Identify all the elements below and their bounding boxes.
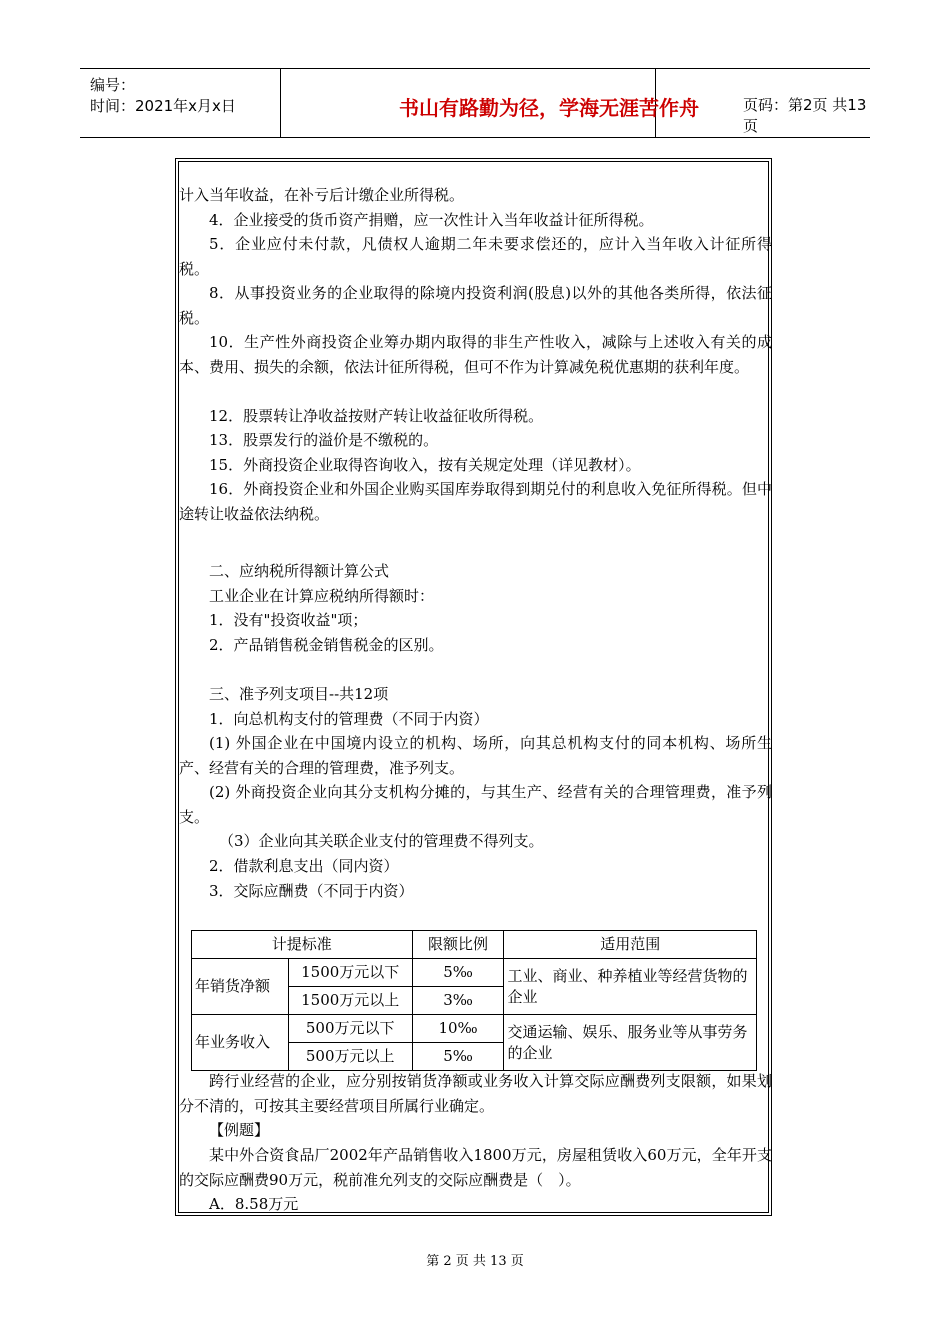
table-cell: 10‰ — [412, 1015, 504, 1043]
entertainment-expense-table — [191, 930, 757, 1071]
table-row — [192, 959, 757, 987]
table-header: 限额比例 — [412, 931, 504, 959]
paragraph: 10．生产性外商投资企业筹办期内取得的非生产性收入，减除与上述收入有关的成本、费用、损失的余额，依法计征所得税，但可不作为计算减免税优惠期的获利年度。 — [179, 333, 772, 376]
paragraph: 工业企业在计算应税纳所得额时： — [209, 587, 435, 605]
paragraph: 15．外商投资企业取得咨询收入，按有关规定处理（详见教材）。 — [209, 456, 641, 474]
table-cell: 500万元以下 — [288, 1015, 412, 1043]
paragraph: 2．借款利息支出（同内资） — [209, 857, 399, 875]
table-header: 适用范围 — [504, 931, 757, 959]
paragraph: 13．股票发行的溢价是不缴税的。 — [209, 431, 439, 449]
paragraph: 计入当年收益，在补亏后计缴企业所得税。 — [179, 186, 465, 204]
page-header — [80, 68, 870, 138]
paragraph: 3．交际应酬费（不同于内资） — [209, 882, 414, 900]
table-cell-scope: 交通运输、娱乐、服务业等从事劳务的企业 — [504, 1015, 757, 1071]
paragraph: 1．没有"投资收益"项； — [209, 611, 368, 629]
paragraph: 8．从事投资业务的企业取得的除境内投资利润(股息)以外的其他各类所得，依法征税。 — [179, 284, 772, 327]
table-cell: 500万元以上 — [288, 1043, 412, 1071]
table-cell: 1500万元以下 — [288, 959, 412, 987]
header-motto: 书山有路勤为径，学海无涯苦作舟 — [399, 96, 699, 120]
table-cell-group-label: 年销货净额 — [192, 959, 289, 1015]
paragraph: 5．企业应付未付款，凡债权人逾期二年未要求偿还的，应计入当年收入计征所得税。 — [179, 235, 772, 278]
header-meta — [90, 75, 236, 117]
paragraph: (2) 外商投资企业向其分支机构分摊的，与其生产、经营有关的合理管理费，准予列支。 — [179, 783, 772, 826]
table-row — [192, 1015, 757, 1043]
paragraph: 16．外商投资企业和外国企业购买国库券取得到期兑付的利息收入免征所得税。但中途转让收益依法纳税。 — [179, 480, 772, 523]
paragraph: 某中外合资食品厂2002年产品销售收入1800万元，房屋租赁收入60万元，全年开支的交际应酬费90万元，税前准允列支的交际应酬费是（ ）。 — [179, 1146, 772, 1189]
paragraph: 4．企业接受的货币资产捐赠，应一次性计入当年收益计征所得税。 — [209, 211, 654, 229]
page-footer: 第 2 页 共 13 页 — [426, 1254, 524, 1269]
table-cell: 3‰ — [412, 987, 504, 1015]
paragraph: 12．股票转让净收益按财产转让收益征收所得税。 — [209, 407, 544, 425]
section-heading: 二、应纳税所得额计算公式 — [209, 562, 390, 580]
example-heading: 【例题】 — [209, 1121, 270, 1139]
table-header-row — [192, 931, 757, 959]
paragraph: （3）企业向其关联企业支付的管理费不得列支。 — [219, 832, 544, 850]
doc-date-label: 时间：2021年x月x日 — [90, 97, 236, 115]
paragraph: 跨行业经营的企业，应分别按销货净额或业务收入计算交际应酬费列支限额，如果划分不清的，可按其主要经营项目所属行业确定。 — [179, 1072, 772, 1115]
table-cell-group-label: 年业务收入 — [192, 1015, 289, 1071]
paragraph: (1) 外国企业在中国境内设立的机构、场所，向其总机构支付的同本机构、场所生产、经营有关的合理的管理费，准予列支。 — [179, 734, 772, 777]
table-cell-scope: 工业、商业、种养植业等经营货物的企业 — [504, 959, 757, 1015]
paragraph: 2．产品销售税金销售税金的区别。 — [209, 636, 444, 654]
header-page-info: 页码：第2页 共13页 — [743, 96, 867, 135]
answer-option: A．8.58万元 — [209, 1195, 299, 1213]
doc-number-label: 编号： — [90, 76, 136, 94]
paragraph: 1．向总机构支付的管理费（不同于内资） — [209, 710, 489, 728]
table-cell: 1500万元以上 — [288, 987, 412, 1015]
table-cell: 5‰ — [412, 1043, 504, 1071]
table-cell: 5‰ — [412, 959, 504, 987]
content-frame — [175, 158, 772, 1216]
header-divider — [280, 69, 281, 137]
table-header: 计提标准 — [192, 931, 413, 959]
section-heading: 三、准予列支项目--共12项 — [209, 685, 389, 703]
